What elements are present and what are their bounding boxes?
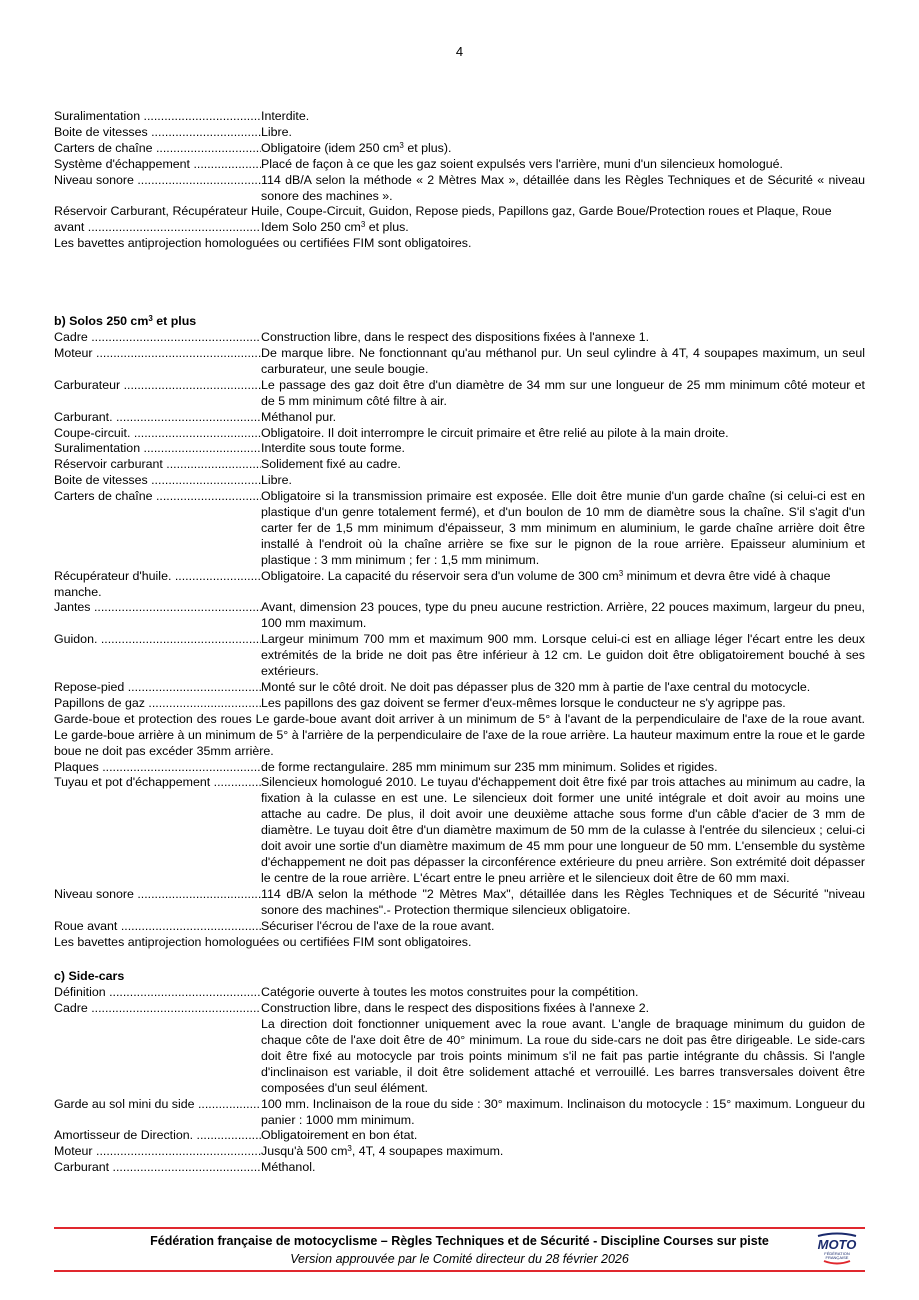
spec-row [54, 632, 865, 680]
spec-row [54, 985, 865, 1001]
spec-value: Obligatoirement en bon état. [261, 1128, 418, 1143]
section-c-title: c) Side-cars [54, 969, 125, 984]
page-number: 4 [455, 44, 464, 59]
spec-label: Carters de chaîne ..... [54, 141, 261, 157]
spec-label: Carburant. ..... [54, 410, 261, 426]
spec-row [54, 887, 865, 919]
spec-row [54, 489, 865, 569]
spec-label: Niveau sonore ..... [54, 887, 261, 919]
spec-value: Les papillons des gaz doivent se fermer d'eux-mêmes lorsque le conducteur ne s'y agrippe pas. [261, 695, 786, 710]
direction-paragraph: La direction doit fonctionner uniquement avec la roue avant. L'angle de braquage minimum du guidon de chaque côte de l'axe doit être de 40° minimum. La roue du side-cars ne doit pas être dirigeable. Le side-cars doit être fixé au motocycle par trois points minimum s'il ne fait pas partie intégrante du châssis. Si l'angle d'inclinaison est variable, il doit être solidement attaché et verrouillé. Les barres transversales doivent être composées d'un seul élément. [261, 1017, 865, 1095]
spec-label: Tuyau et pot d'échappement ..... [54, 775, 261, 886]
spec-label: Moteur ..... [54, 1144, 261, 1160]
spec-row [54, 330, 865, 346]
spec-value: Sécuriser l'écrou de l'axe de la roue avant. [261, 918, 495, 933]
spec-value: 114 dB/A selon la méthode "2 Mètres Max", détaillée dans les Règles Techniques et de Sécurité "niveau sonore des machines".- Protection thermique silencieux obligatoire. [261, 886, 865, 917]
spec-row-recuperateur [54, 569, 865, 585]
spec-value: Obligatoire. La capacité du réservoir sera d'un volume de 300 $cm^3$ minimum et devra être vidé à chaque [261, 568, 831, 583]
spec-row [54, 109, 865, 125]
spec-value: 100 mm. Inclinaison de la roue du side : 30° maximum. Inclinaison du motocycle : 15° maximum. Longueur du panier : 1000 mm minimum. [261, 1096, 865, 1127]
spec-row [54, 600, 865, 632]
spec-row [54, 919, 865, 935]
spec-row [54, 760, 865, 776]
spec-row [54, 441, 865, 457]
spec-label: Suralimentation ..... [54, 441, 261, 457]
spec-row [54, 378, 865, 410]
spec-value: Libre. [261, 473, 292, 488]
spec-row [54, 1128, 865, 1144]
spec-value: Méthanol pur. [261, 409, 337, 424]
spec-label: Suralimentation ..... [54, 109, 261, 125]
spec-row [54, 125, 865, 141]
spec-label: Roue avant ..... [54, 919, 261, 935]
spec-label: Coupe-circuit. ..... [54, 426, 261, 442]
garde-boue-paragraph: Garde-boue et protection des roues Le garde-boue avant doit arriver à un minimum de 5° à l'avant de la perpendiculaire de l'axe de la roue avant. Le garde-boue arrière à un minimum de 5° à l'arrière de la perpendiculaire de l'axe de la roue arrière. La hauteur maximum entre la roue et le garde boue ne doit pas excéder 35mm arrière. [54, 711, 865, 758]
spec-value: Obligatoire. Il doit interrompre le circuit primaire et être relié au pilote à la main droite. [261, 425, 729, 440]
spec-value: Solidement fixé au cadre. [261, 457, 401, 472]
logo-text: MOTO [817, 1237, 857, 1252]
spec-label: Boite de vitesses ..... [54, 125, 261, 141]
spec-label: Amortisseur de Direction. ..... [54, 1128, 261, 1144]
spec-value: Idem Solo 250 $cm^3$ et plus. [261, 220, 409, 235]
recuperateur-continuation: manche. [54, 584, 102, 599]
footer-top-rule [54, 1227, 865, 1229]
reservoir-line: Réservoir Carburant, Récupérateur Huile, Coupe-Circuit, Guidon, Repose pieds, Papillons gaz, Garde Boue/Protection roues et Plaque, Roue [54, 204, 832, 219]
spec-value: Catégorie ouverte à toutes les motos construites pour la compétition. [261, 985, 639, 1000]
spec-value: Jusqu'à 500 $cm^3$, 4T, 4 soupapes maximum. [261, 1144, 504, 1159]
spec-label: avant ..... [54, 220, 261, 236]
spec-value: Interdite sous toute forme. [261, 441, 405, 456]
spec-row-carburant [54, 1160, 865, 1176]
spec-value: Monté sur le côté droit. Ne doit pas dépasser plus de 320 mm à partie de l'axe central du motocycle. [261, 680, 811, 694]
spec-value: Placé de façon à ce que les gaz soient expulsés vers l'arrière, muni d'un silencieux homologué. [261, 156, 783, 171]
spec-row [54, 157, 865, 173]
logo-sub2: FRANÇAISE [825, 1255, 849, 1260]
spec-row-avant [54, 220, 865, 236]
spec-row [54, 141, 865, 157]
spec-row [54, 680, 865, 696]
spec-value: Silencieux homologué 2010. Le tuyau d'échappement doit être fixé par trois attaches au minimum au cadre, la fixation à la culasse en est une. Le silencieux doit former une unité intégrale et doit avoir au moins une attache au cadre. De plus, il doit avoir une deuxième attache sous forme d'un câble d'acier de 3 mm de diamètre. Le tuyau doit être d'un diamètre maximum de 50 mm de la culasse à l'entrée du silencieux ; celui-ci doit avoir une sortie d'un diamètre maximum de 45 mm pour une longueur de 50 mm. L'ensemble du système d'échappement ne doit pas dépasser la circonférence extérieure du pneu arrière. Son extrémité doit dépasser le centre de la roue arrière. L'écart entre le pneu arrière et le silencieux doit être de 60 mm maxi. [261, 775, 865, 885]
spec-row [54, 473, 865, 489]
spec-label: Garde au sol mini du side ..... [54, 1097, 261, 1129]
spec-label: Carburateur ..... [54, 378, 261, 410]
spec-label: Récupérateur d'huile. ..... [54, 569, 261, 585]
spec-label: Système d'échappement ..... [54, 157, 261, 173]
spec-label: Repose-pied ..... [54, 680, 261, 696]
spec-label: Niveau sonore ..... [54, 173, 261, 205]
spec-value: Méthanol. [261, 1160, 316, 1175]
spec-value: Libre. [261, 124, 292, 139]
spec-value: Construction libre, dans le respect des dispositions fixées à l'annexe 1. [261, 330, 650, 345]
spec-row [54, 346, 865, 378]
spec-label: Carters de chaîne ..... [54, 489, 261, 569]
spec-value: de forme rectangulaire. 285 mm minimum sur 235 mm minimum. Solides et rigides. [261, 759, 718, 774]
spec-row [54, 1097, 865, 1129]
spec-value: 114 dB/A selon la méthode « 2 Mètres Max », détaillée dans les Règles Techniques et de Sécurité « niveau sonore des machines ». [261, 172, 865, 203]
spec-label: Réservoir carburant ..... [54, 457, 261, 473]
spec-row [54, 410, 865, 426]
section-b-title: b) Solos 250 $cm^3$ et plus [54, 314, 197, 329]
footer-bottom-rule [54, 1270, 865, 1272]
spec-row [54, 173, 865, 205]
spec-row-moteur [54, 1144, 865, 1160]
spec-value: Obligatoire (idem 250 $cm^3$ et plus). [261, 140, 452, 155]
bavettes-note: Les bavettes antiprojection homologuées ou certifiées FIM sont obligatoires. [54, 934, 472, 949]
spec-label: Plaques ..... [54, 760, 261, 776]
spec-label: Carburant ..... [54, 1160, 261, 1176]
footer-title: Fédération française de motocyclisme – Règles Techniques et de Sécurité - Discipline Courses sur piste [150, 1234, 769, 1248]
footer-version: Version approuvée par le Comité directeur du 28 février 2026 [290, 1252, 629, 1266]
spec-value: Avant, dimension 23 pouces, type du pneu aucune restriction. Arrière, 22 pouces maximum, largeur du pneu, 100 mm maximum. [261, 600, 865, 631]
spec-label: Moteur ..... [54, 346, 261, 378]
ffm-logo [814, 1232, 860, 1266]
spec-value: Construction libre, dans le respect des dispositions fixées à l'annexe 2. [261, 1001, 650, 1016]
spec-row [54, 1001, 865, 1017]
spec-label: Jantes ..... [54, 600, 261, 632]
spec-label: Guidon. ..... [54, 632, 261, 680]
spec-row [54, 696, 865, 712]
spec-label: Cadre ..... [54, 1001, 261, 1017]
bavettes-note: Les bavettes antiprojection homologuées ou certifiées FIM sont obligatoires. [54, 236, 472, 251]
spec-value: Largeur minimum 700 mm et maximum 900 mm. Lorsque celui-ci est en alliage léger l'écart entre les deux extrémités de la bride ne doit pas être inférieur à 12 cm. Le guidon doit être obligatoirement bouché à ses extérieurs. [261, 632, 865, 679]
spec-value: Obligatoire si la transmission primaire est exposée. Elle doit être munie d'un garde chaîne (si celui-ci est en plastique d'un genre totalement fermé), et d'un boulon de 10 mm de diamètre sous la chaîne. S'il s'agit d'un carter fer de 1,5 mm minimum d'épaisseur, 3 mm minimum en aluminium, le garde chaîne arrière doit être installé à l'endroit où la chaîne arrière se fixe sur le pignon de la roue arrière. Epaisseur aluminium et plastique : 3 mm minimum ; fer : 1,5 mm minimum. [261, 489, 865, 567]
spec-label: Papillons de gaz ..... [54, 696, 261, 712]
spec-value: De marque libre. Ne fonctionnant qu'au méthanol pur. Un seul cylindre à 4T, 4 soupapes maximum, un seul carburateur, une seule bougie. [261, 345, 865, 376]
logo-sub1: FÉDÉRATION [824, 1251, 850, 1256]
spec-label: Boite de vitesses ..... [54, 473, 261, 489]
spec-row [54, 457, 865, 473]
spec-label: Cadre ..... [54, 330, 261, 346]
spec-row [54, 426, 865, 442]
spec-row [54, 775, 865, 886]
spec-value: Le passage des gaz doit être d'un diamètre de 34 mm sur une longueur de 25 mm minimum côté moteur et de 5 mm minimum côté filtre à air. [261, 377, 865, 408]
spec-label: Définition ..... [54, 985, 261, 1001]
spec-value: Interdite. [261, 109, 310, 123]
section-a [54, 109, 865, 1176]
